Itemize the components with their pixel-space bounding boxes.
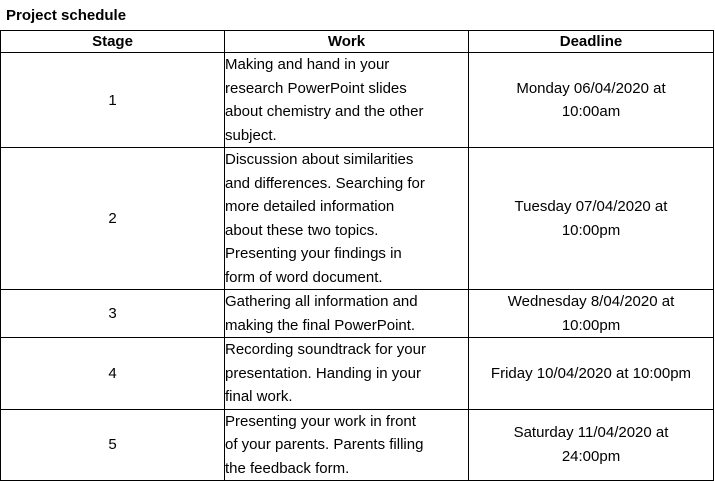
work-line: Recording soundtrack for your (225, 341, 426, 358)
work-cell (225, 409, 469, 481)
header-stage: Stage (1, 31, 225, 53)
stage-cell: 4 (1, 338, 225, 410)
work-line: research PowerPoint slides (225, 79, 407, 97)
stage-cell: 5 (1, 409, 225, 481)
deadline-line: Tuesday 07/04/2020 at (514, 198, 668, 215)
work-line: Making and hand in your (225, 56, 390, 73)
deadline-line: Monday 06/04/2020 at (516, 79, 666, 97)
work-cell (225, 53, 469, 148)
work-line: Gathering all information and (225, 293, 418, 310)
table-row (1, 53, 714, 148)
deadline-cell (469, 338, 714, 410)
work-line: form of word document. (225, 268, 383, 286)
work-line: making the final PowerPoint. (225, 316, 416, 334)
table-row (1, 409, 714, 481)
table-row (1, 290, 714, 338)
deadline-line: 24:00pm (561, 447, 621, 465)
deadline-cell (469, 409, 714, 481)
page-title: Project schedule (6, 7, 127, 24)
work-line: about these two topics. (225, 221, 379, 239)
work-line: more detailed information (225, 198, 395, 215)
work-cell (225, 148, 469, 290)
work-line: Presenting your work in front (225, 412, 416, 430)
work-line: of your parents. Parents filling (225, 436, 424, 453)
deadline-cell (469, 290, 714, 338)
header-deadline: Deadline (469, 31, 714, 53)
stage-cell: 1 (1, 53, 225, 148)
deadline-line: 10:00pm (561, 221, 621, 239)
work-line: and differences. Searching for (225, 174, 425, 192)
work-line: Discussion about similarities (225, 151, 414, 168)
table-row (1, 148, 714, 290)
work-line: Presenting your findings in (225, 245, 402, 262)
work-line: presentation. Handing in your (225, 364, 421, 382)
work-line: about chemistry and the other (225, 103, 424, 120)
work-line: subject. (225, 126, 277, 144)
table-row (1, 338, 714, 410)
stage-cell: 2 (1, 148, 225, 290)
deadline-cell (469, 148, 714, 290)
deadline-cell (469, 53, 714, 148)
stage-cell: 3 (1, 290, 225, 338)
table-header-row (1, 31, 714, 53)
deadline-line: Saturday 11/04/2020 at (513, 424, 669, 442)
deadline-line: 10:00am (561, 103, 621, 120)
work-line: the feedback form. (225, 459, 350, 477)
deadline-line: Wednesday 8/04/2020 at (507, 293, 675, 310)
deadline-line: 10:00pm (561, 316, 621, 334)
work-cell (225, 290, 469, 338)
work-cell (225, 338, 469, 410)
deadline-line: Friday 10/04/2020 at 10:00pm (490, 364, 692, 382)
header-work: Work (225, 31, 469, 53)
project-schedule-table (0, 30, 714, 481)
work-line: final work. (225, 388, 293, 405)
